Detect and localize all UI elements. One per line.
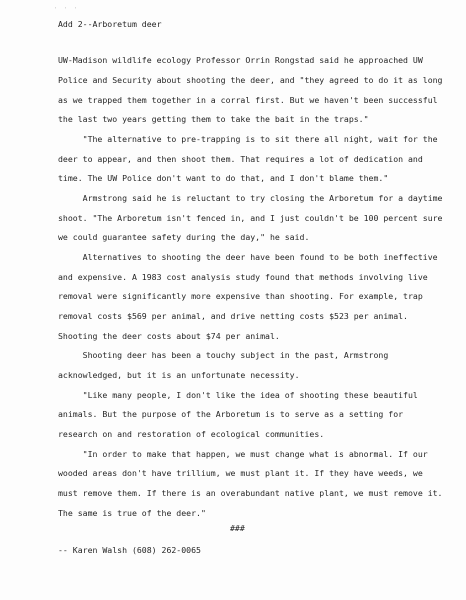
- text-line: deer to appear, and then shoot them. That requires a lot of dedication and: [58, 154, 423, 164]
- text-line: "In order to make that happen, we must change what is abnormal. If our: [58, 449, 428, 459]
- page-header: Add 2--Arboretum deer: [58, 19, 162, 29]
- text-line: and expensive. A 1983 cost analysis study found that methods involving live: [58, 272, 428, 282]
- text-line: must remove them. If there is an overabundant native plant, we must remove it.: [58, 488, 443, 498]
- text-line: removal were significantly more expensive than shooting. For example, trap: [58, 291, 423, 301]
- text-line: research on and restoration of ecological communities.: [58, 429, 325, 439]
- text-line: the last two years getting them to take the bait in the traps.": [58, 114, 369, 124]
- text-line: we could guarantee safety during the day," he said.: [58, 232, 310, 242]
- text-line: Police and Security about shooting the deer, and "they agreed to do it as long: [58, 75, 443, 85]
- end-mark: ###: [230, 523, 245, 533]
- text-line: The same is true of the deer.": [58, 508, 206, 518]
- text-line: acknowledged, but it is an unfortunate necessity.: [58, 370, 300, 380]
- text-line: shoot. "The Arboretum isn't fenced in, and I just couldn't be 100 percent sure: [58, 213, 443, 223]
- text-line: UW-Madison wildlife ecology Professor Orrin Rongstad said he approached UW: [58, 55, 423, 65]
- text-line: Shooting deer has been a touchy subject in the past, Armstrong: [58, 350, 389, 360]
- text-line: Shooting the deer costs about $74 per animal.: [58, 331, 280, 341]
- text-line: wooded areas don't have trillium, we must plant it. If they have weeds, we: [58, 468, 423, 478]
- text-line: Alternatives to shooting the deer have been found to be both ineffective: [58, 252, 438, 262]
- text-line: animals. But the purpose of the Arboretum is to serve as a setting for: [58, 409, 404, 419]
- contact-line: -- Karen Walsh (608) 262-0065: [58, 545, 201, 555]
- text-line: "The alternative to pre-trapping is to sit there all night, wait for the: [58, 134, 438, 144]
- page-marks: ' ' ': [54, 7, 80, 13]
- text-line: Armstrong said he is reluctant to try closing the Arboretum for a daytime: [58, 193, 443, 203]
- text-line: "Like many people, I don't like the idea of shooting these beautiful: [58, 390, 418, 400]
- text-line: as we trapped them together in a corral first. But we haven't been successful: [58, 95, 438, 105]
- text-line: time. The UW Police don't want to do that, and I don't blame them.": [58, 173, 389, 183]
- text-line: removal costs $569 per animal, and drive netting costs $523 per animal.: [58, 311, 408, 321]
